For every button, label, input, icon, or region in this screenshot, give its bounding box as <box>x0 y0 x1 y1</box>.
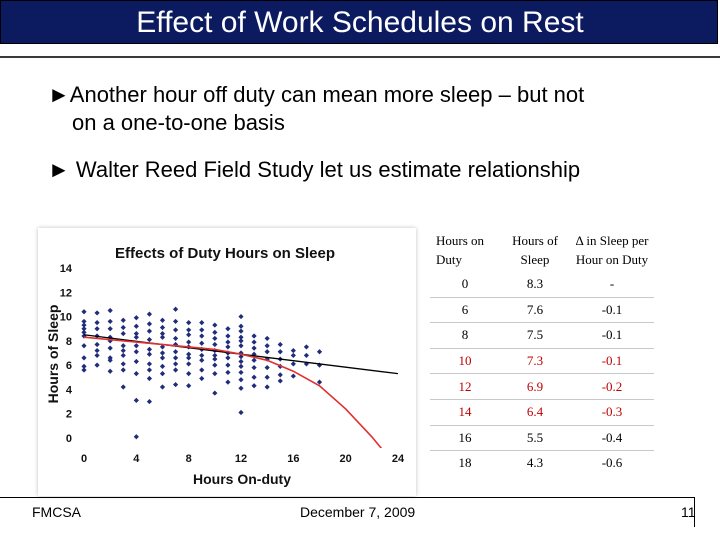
data-point <box>238 314 243 319</box>
data-point <box>225 333 230 338</box>
data-point <box>147 376 152 381</box>
data-point <box>134 324 139 329</box>
cell-sleep: 6.4 <box>500 399 570 425</box>
cell-duty: 12 <box>430 374 500 400</box>
y-tick-label: 2 <box>65 408 72 421</box>
cell-delta: -0.2 <box>570 374 654 400</box>
data-point <box>173 367 178 372</box>
sleep-chart-frame <box>38 228 416 496</box>
data-point <box>160 384 165 389</box>
cell-duty: 16 <box>430 425 500 451</box>
cell-delta: - <box>609 276 615 292</box>
data-point <box>225 344 230 349</box>
data-point <box>121 318 126 323</box>
table-row <box>430 272 654 297</box>
data-point <box>212 330 217 335</box>
bullet-1-line-1: Another hour off duty can mean more sleep – but not <box>69 82 585 107</box>
data-point <box>186 320 191 325</box>
data-point <box>94 320 99 325</box>
data-point <box>81 367 86 372</box>
data-point <box>81 309 86 314</box>
cell-sleep: 7.6 <box>500 297 570 323</box>
data-point <box>212 342 217 347</box>
x-tick-label: 4 <box>133 453 140 465</box>
y-tick-label: 12 <box>59 287 72 300</box>
data-point <box>81 343 86 348</box>
data-point <box>160 325 165 330</box>
data-point <box>147 352 152 357</box>
cell-sleep: 8.3 <box>526 276 544 292</box>
data-point <box>304 353 309 358</box>
data-point <box>134 371 139 376</box>
data-point <box>147 367 152 372</box>
bullet-2 <box>48 156 708 184</box>
footer-divider <box>0 497 694 498</box>
data-point <box>134 343 139 348</box>
cell-duty: 14 <box>430 399 500 425</box>
data-point <box>186 371 191 376</box>
data-point <box>186 327 191 332</box>
data-point <box>199 358 204 363</box>
bullet-marker-icon: ► <box>48 82 70 107</box>
data-point <box>238 359 243 364</box>
data-point <box>134 335 139 340</box>
bullet-1 <box>48 81 688 137</box>
table-row <box>430 297 654 323</box>
cell-delta: -0.1 <box>570 297 654 323</box>
data-point <box>251 339 256 344</box>
data-point <box>251 383 256 388</box>
title-divider <box>0 56 720 58</box>
cell-delta: -0.4 <box>570 425 654 451</box>
data-point <box>238 364 243 369</box>
data-point <box>278 372 283 377</box>
data-point <box>251 333 256 338</box>
slide-title: Effect of Work Schedules on Rest <box>136 6 584 39</box>
data-point <box>108 308 113 313</box>
data-point <box>212 322 217 327</box>
data-point <box>108 346 113 351</box>
bullet-1-line-2: on a one-to-one basis <box>72 110 285 135</box>
sleep-table <box>430 228 654 476</box>
data-point <box>134 315 139 320</box>
data-point <box>121 384 126 389</box>
y-tick-label: 4 <box>65 384 72 397</box>
bullet-marker-icon: ► <box>48 157 70 182</box>
data-point <box>186 355 191 360</box>
data-point <box>173 307 178 312</box>
data-point <box>108 326 113 331</box>
cell-sleep: 4.3 <box>500 451 570 476</box>
cell-sleep: 7.3 <box>500 348 570 374</box>
cell-delta: -0.6 <box>570 451 654 476</box>
data-point <box>147 312 152 317</box>
data-point <box>134 349 139 354</box>
data-point <box>238 329 243 334</box>
cell-duty: 6 <box>430 297 500 323</box>
chart-title: Effects of Duty Hours on Sleep <box>114 245 336 262</box>
data-point <box>199 327 204 332</box>
title-bar <box>0 0 718 44</box>
table-row <box>430 374 654 400</box>
data-point <box>160 350 165 355</box>
data-point <box>225 355 230 360</box>
data-point <box>278 342 283 347</box>
data-point <box>121 367 126 372</box>
bullet-2-line-1: Walter Reed Field Study let us estimate relationship <box>75 157 581 182</box>
data-point <box>304 344 309 349</box>
data-point <box>186 339 191 344</box>
data-point <box>94 353 99 358</box>
x-tick-label: 16 <box>287 453 300 465</box>
data-point <box>265 365 270 370</box>
data-point <box>134 398 139 403</box>
y-tick-label: 6 <box>65 360 72 373</box>
cell-duty: 0 <box>461 276 469 292</box>
data-point <box>225 380 230 385</box>
table-row <box>430 451 654 476</box>
data-point <box>199 376 204 381</box>
data-point <box>225 339 230 344</box>
x-tick-label: 24 <box>391 453 405 465</box>
y-axis-label: Hours of Sleep <box>45 304 61 404</box>
data-point <box>212 390 217 395</box>
header-delta-sleep: Δ in Sleep per Hour on Duty <box>575 233 649 267</box>
x-tick-label: 12 <box>234 453 248 465</box>
data-point <box>94 348 99 353</box>
data-point <box>94 310 99 315</box>
data-point <box>251 346 256 351</box>
data-point <box>147 399 152 404</box>
data-point <box>160 318 165 323</box>
data-point <box>121 331 126 336</box>
y-tick-label: 10 <box>59 311 72 324</box>
data-point <box>121 343 126 348</box>
data-point <box>212 356 217 361</box>
data-point <box>199 367 204 372</box>
data-point <box>317 349 322 354</box>
data-point <box>121 325 126 330</box>
data-point <box>173 349 178 354</box>
cell-duty: 8 <box>430 323 500 349</box>
cell-delta: -0.3 <box>570 399 654 425</box>
table-row <box>430 425 654 451</box>
data-point <box>199 353 204 358</box>
data-point <box>147 329 152 334</box>
data-point <box>160 355 165 360</box>
data-point <box>278 349 283 354</box>
cell-delta: -0.1 <box>570 323 654 349</box>
data-point <box>94 342 99 347</box>
data-point <box>173 361 178 366</box>
data-point <box>147 347 152 352</box>
data-point <box>160 364 165 369</box>
table-row <box>430 348 654 374</box>
footer-org: FMCSA <box>32 504 81 520</box>
data-point <box>238 410 243 415</box>
data-point <box>186 361 191 366</box>
data-point <box>108 369 113 374</box>
data-point <box>173 319 178 324</box>
data-point <box>160 371 165 376</box>
y-tick-label: 0 <box>65 433 72 445</box>
data-point <box>147 337 152 342</box>
data-point <box>108 319 113 324</box>
data-point <box>173 336 178 341</box>
data-point <box>251 365 256 370</box>
cell-sleep: 5.5 <box>500 425 570 451</box>
page-number: 11 <box>681 504 696 520</box>
data-point <box>265 343 270 348</box>
data-point <box>265 375 270 380</box>
table-row <box>430 399 654 425</box>
data-point <box>238 324 243 329</box>
cell-duty: 10 <box>430 348 500 374</box>
y-tick-label: 14 <box>59 263 72 275</box>
x-tick-label: 0 <box>80 453 88 465</box>
data-point <box>225 326 230 331</box>
cell-delta: -0.1 <box>570 348 654 374</box>
sleep-scatter-chart <box>38 228 416 496</box>
data-point <box>186 383 191 388</box>
x-tick-label: 20 <box>339 453 352 465</box>
data-point <box>212 336 217 341</box>
data-point <box>134 359 139 364</box>
cell-duty: 18 <box>430 451 500 476</box>
data-point <box>81 355 86 360</box>
y-tick-label: 8 <box>65 335 72 348</box>
data-point <box>291 361 296 366</box>
header-hours-on-duty: Hours on Duty <box>436 233 485 267</box>
table-header-row <box>430 228 654 272</box>
data-point <box>265 349 270 354</box>
data-point <box>212 371 217 376</box>
data-point <box>238 338 243 343</box>
data-point <box>265 336 270 341</box>
data-point <box>121 361 126 366</box>
data-point <box>278 378 283 383</box>
data-point <box>134 434 139 439</box>
data-point <box>199 333 204 338</box>
data-point <box>199 320 204 325</box>
cell-sleep: 6.9 <box>500 374 570 400</box>
data-point <box>186 332 191 337</box>
data-point <box>291 353 296 358</box>
data-point <box>173 382 178 387</box>
data-point <box>121 348 126 353</box>
data-point <box>225 370 230 375</box>
cell-sleep: 7.5 <box>500 323 570 349</box>
footer-date: December 7, 2009 <box>300 504 416 520</box>
data-point <box>121 353 126 358</box>
data-point <box>199 341 204 346</box>
data-point <box>94 363 99 368</box>
header-hours-of-sleep: Hours of Sleep <box>512 233 558 267</box>
data-point <box>94 326 99 331</box>
x-tick-label: 8 <box>185 453 192 465</box>
data-point <box>238 343 243 348</box>
data-point <box>238 386 243 391</box>
data-point <box>291 348 296 353</box>
data-point <box>238 370 243 375</box>
data-point <box>291 373 296 378</box>
data-point <box>173 327 178 332</box>
data-point <box>160 335 165 340</box>
data-point <box>251 375 256 380</box>
data-point <box>147 361 152 366</box>
data-point <box>225 363 230 368</box>
data-point <box>173 355 178 360</box>
table-row <box>430 323 654 349</box>
data-point <box>81 330 86 335</box>
data-point <box>147 321 152 326</box>
data-point <box>212 363 217 368</box>
data-point <box>265 384 270 389</box>
data-point <box>238 377 243 382</box>
x-axis-label: Hours On-duty <box>193 471 291 487</box>
